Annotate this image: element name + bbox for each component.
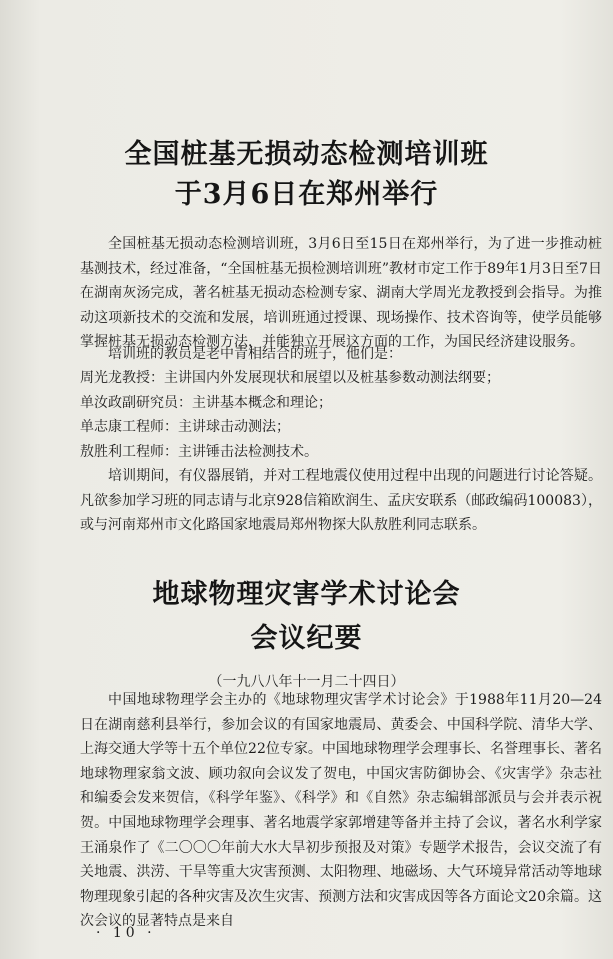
article1-closing xyxy=(80,464,602,538)
article1-intro xyxy=(80,232,602,355)
staff-item: 敖胜利工程师：主讲锤击法检测技术。 xyxy=(80,443,318,460)
article2-date: （一九八八年十一月二十四日） xyxy=(208,674,405,690)
page-number: · 10 · xyxy=(96,925,156,941)
staff-item: 单志康工程师：主讲球击动测法； xyxy=(80,419,290,436)
article1-title-line1: 全国桩基无损动态检测培训班 xyxy=(124,139,489,170)
article1-title-line2: 于3月6日在郑州举行 xyxy=(174,179,439,210)
article1-intro-paragraph: 全国桩基无损动态检测培训班，3月6日至15日在郑州举行，为了进一步推动桩基测技术，经过准备，“全国桩基无损检测培训班”教材市定工作于89年1月3日至7日在湖南灰汤完成，著名桩基无损动态检测专家、湖南大学周光龙教授到会指导。为推动这项新技术的交流和发展，培训班通过授课、现场操作、技术咨询等，使学员能够掌握桩基无损动态检测方法，并能独立开展这方面的工作，为国民经济建设服务。 xyxy=(80,236,602,351)
article2-body-paragraph: 中国地球物理学会主办的《地球物理灾害学术讨论会》于1988年11月20—24日在湖南慈利县举行，参加会议的有国家地震局、黄委会、中国科学院、清华大学、上海交通大学等十五个单位22位专家。中国地球物理学会理事长、名誉理事长、著名地球物理家翁文波、顾功叙向会议发了贺电，中国灾害防御协会、《灾害学》杂志社和编委会发来贺信，《科学年鉴》、《科学》和《自然》杂志编辑部派员与会并表示祝贺。中国地球物理学会理事、著名地震学家郭增建等备并主持了会议，著名水利学家王涌泉作了《二〇〇〇年前大水大旱初步预报及对策》专题学术报告，会议交流了有关地震、洪涝、干旱等重大灾害预测、太阳物理、地磁场、大气环境异常活动等地球物理现象引起的各种灾害及次生灾害、预测方法和灾害成因等各方面论文20余篇。这次会议的显著特点是来自 xyxy=(80,692,602,930)
article1-staff-intro xyxy=(80,342,602,367)
article1-closing-paragraph: 培训期间，有仪器展销，并对工程地震仪使用过程中出现的问题进行讨论答疑。凡欲参加学习班的同志请与北京928信箱欧润生、孟庆安联系（邮政编码100083），或与河南郑州市文化路国家地震局郑州物探大队敖胜利同志联系。 xyxy=(80,468,602,534)
article2-title-line1: 地球物理灾害学术讨论会 xyxy=(152,579,461,610)
staff-intro-text: 培训班的教员是老中青相结合的班子，他们是： xyxy=(108,346,402,362)
staff-item: 周光龙教授：主讲国内外发展现状和展望以及桩基参数动测法纲要； xyxy=(80,370,500,386)
article2-body xyxy=(80,688,602,934)
staff-item: 单汝政副研究员：主讲基本概念和理论； xyxy=(80,394,332,411)
article1-staff-list xyxy=(80,366,602,464)
article2-title-line2: 会议纪要 xyxy=(250,623,363,654)
